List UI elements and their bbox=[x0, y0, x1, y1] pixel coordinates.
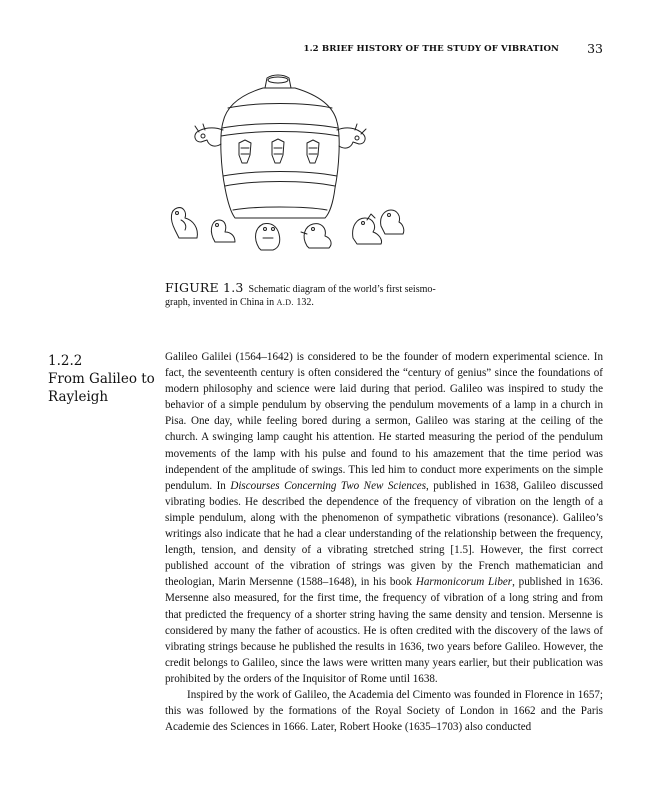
vessel-ornaments bbox=[239, 139, 319, 163]
body-text bbox=[165, 349, 603, 735]
toad-5 bbox=[353, 214, 382, 244]
toad-6 bbox=[381, 210, 404, 234]
caption-line-2: graph, invented in China in bbox=[165, 297, 277, 308]
figure-label: FIGURE 1.3 bbox=[165, 280, 244, 295]
section-number: 1.2.2 bbox=[48, 353, 83, 369]
book-title-harmonicorum: Harmonicorum Liber bbox=[415, 576, 513, 589]
section-title-line-2: Rayleigh bbox=[48, 389, 109, 405]
dragon-head-left bbox=[195, 124, 223, 146]
running-head bbox=[0, 41, 645, 58]
section-title-line-1: From Galileo to bbox=[48, 371, 155, 387]
toad-4 bbox=[301, 224, 331, 248]
paragraph-1-part-b: , published in 1638, Galileo discussed vibrating bodies. He described the dependence of the frequency of vibration on the length of a simple pendulum, along with the phenomenon of sympathetic vibrations (resonance). Galileo’s writings also indicate that he had a clear understanding of the relationship between the frequency, length, tension, and density of a vibrating stretched string [1.5]. However, the first correct published account of the vibration of strings was given by the French mathematician and theologian, Marin Mersenne (1588–1648), in his book bbox=[165, 479, 604, 589]
book-title-discourses: Discourses Concerning Two New Sciences bbox=[230, 479, 427, 492]
seismograph-illustration bbox=[155, 70, 425, 275]
caption-year: 132. bbox=[293, 297, 314, 308]
vessel-lid bbox=[265, 75, 291, 88]
paragraph-2: Inspired by the work of Galileo, the Academia del Cimento was founded in Florence in 1657; this was followed by the formations of the Royal Society of London in 1662 and the Paris Academie des Sciences in 1666. Later, Robert Hooke (1635–1703) also conducted bbox=[165, 688, 603, 734]
paragraph-1-part-a: Galileo Galilei (1564–1642) is considered to be the founder of modern experimental science. In fact, the seventeenth century is often considered the “century of genius” since the foundations of modern philosophy and science were laid during that period. Galileo was inspired to study the behavior of a simple pendulum by observing the pendulum movements of a lamp in a church in Pisa. One day, while feeling bored during a sermon, Galileo was staring at the ceiling of the church. A swinging lamp caught his attention. He started measuring the period of the pendulum movements of the lamp with his pulse and found to his amazement that the time period was independent of the amplitude of swings. This led him to conduct more experiments on the simple pendulum. In bbox=[165, 351, 603, 492]
paragraph-1-part-c: , published in 1636. Mersenne also measured, for the first time, the frequency of vibration of a long string and from that predicted the frequency of a shorter string having the same density and tension. Mersenne is considered by many the father of acoustics. He is often credited with the discovery of the laws of vibrating strings because he published the results in 1636, two years before Galileo. However, the credit belongs to Galileo, since the laws were written many years earlier, but their publication was prohibited by the orders of the Inquisitor of Rome until 1638. bbox=[165, 576, 603, 685]
toad-2 bbox=[211, 220, 235, 242]
paragraph-1 bbox=[165, 349, 603, 687]
page-number: 33 bbox=[587, 41, 603, 56]
caption-line-1: Schematic diagram of the world’s first seismo- bbox=[248, 284, 436, 295]
section-heading bbox=[48, 352, 158, 406]
seismograph-figure bbox=[155, 70, 425, 275]
toad-1 bbox=[171, 208, 197, 238]
caption-era: A.D. bbox=[276, 298, 294, 307]
toad-3 bbox=[256, 223, 280, 250]
dragon-head-right bbox=[337, 124, 366, 148]
running-head-section-title: 1.2 BRIEF HISTORY OF THE STUDY OF VIBRATION bbox=[303, 44, 559, 54]
figure-caption bbox=[165, 281, 465, 309]
